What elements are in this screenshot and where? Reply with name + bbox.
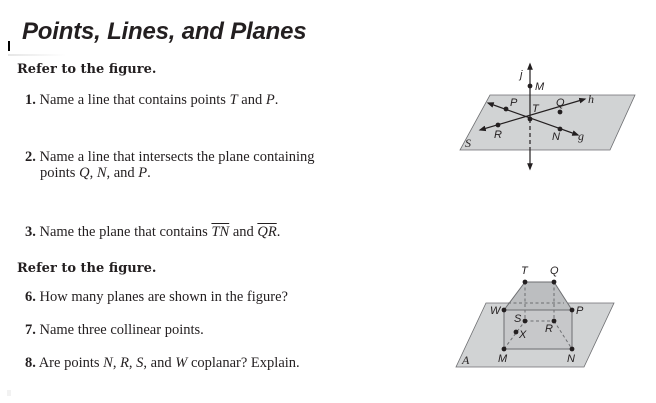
label-T: T xyxy=(521,265,528,277)
question-text: Name a line that intersects the plane containing xyxy=(39,149,315,165)
question-number: 1. xyxy=(25,92,36,108)
question-text: How many planes are shown in the figure? xyxy=(39,289,288,305)
question-1 xyxy=(25,92,278,108)
punctuation: , xyxy=(128,355,137,371)
variable: W xyxy=(175,355,188,371)
variable: P xyxy=(138,165,148,181)
variable: T xyxy=(229,92,238,108)
label-S: S xyxy=(514,313,522,325)
label-T: T xyxy=(532,103,539,115)
label-W: W xyxy=(490,305,501,317)
punctuation: . xyxy=(274,92,279,108)
question-text: , and xyxy=(106,165,139,181)
question-text: and xyxy=(237,92,266,108)
label-Q: Q xyxy=(550,265,559,277)
question-text: , and xyxy=(143,355,176,371)
question-6 xyxy=(25,289,288,305)
question-text-line2 xyxy=(25,165,315,181)
punctuation: . xyxy=(276,224,281,240)
label-N: N xyxy=(552,131,560,143)
label-R: R xyxy=(545,323,553,335)
page-title: Points, Lines, and Planes xyxy=(22,18,307,45)
question-text: Name a line that contains points xyxy=(39,92,230,108)
variable: S xyxy=(136,355,144,371)
label-h: h xyxy=(588,92,594,106)
scan-artifact xyxy=(7,390,11,396)
section-2-heading: Refer to the figure. xyxy=(17,261,157,276)
question-8 xyxy=(25,355,300,371)
label-R: R xyxy=(494,129,502,141)
question-text: and xyxy=(229,224,258,240)
label-M: M xyxy=(498,353,508,365)
question-text: coplanar? Explain. xyxy=(187,355,300,371)
variable: Q xyxy=(79,165,90,181)
question-number: 3. xyxy=(25,224,36,240)
line-notation-TN: $\overline{TN}$ xyxy=(211,224,230,240)
question-2 xyxy=(25,149,315,181)
question-number: 7. xyxy=(25,322,36,338)
question-number: 8. xyxy=(25,355,36,371)
variable: N xyxy=(96,165,107,181)
plane-S xyxy=(460,95,635,150)
question-number: 2. xyxy=(25,149,36,165)
question-text: Name the plane that contains xyxy=(39,224,212,240)
text-cursor xyxy=(8,41,10,51)
figure-plane-S xyxy=(450,60,640,175)
variable: P xyxy=(265,92,275,108)
label-P: P xyxy=(576,305,584,317)
question-text: Name three collinear points. xyxy=(39,322,204,338)
label-M: M xyxy=(535,81,545,93)
label-N: N xyxy=(567,353,575,365)
label-S: S xyxy=(465,136,471,150)
question-text: Are points xyxy=(38,355,104,371)
section-1-heading: Refer to the figure. xyxy=(17,62,157,77)
question-text: points xyxy=(40,165,80,181)
question-number: 6. xyxy=(25,289,36,305)
variable: N xyxy=(103,355,113,371)
figure-plane-A xyxy=(450,262,640,372)
label-Q: Q xyxy=(556,97,565,109)
label-X: X xyxy=(519,329,527,341)
punctuation: . xyxy=(147,165,151,181)
punctuation: , xyxy=(112,355,121,371)
variable: R xyxy=(120,355,129,371)
question-3 xyxy=(25,224,280,240)
question-7 xyxy=(25,322,204,338)
label-j: j xyxy=(520,69,523,81)
label-A: A xyxy=(462,353,470,367)
punctuation: , xyxy=(89,165,97,181)
label-P: P xyxy=(510,97,518,109)
line-notation-QR: $\overline{QR}$ xyxy=(257,224,277,240)
label-g: g xyxy=(578,129,584,143)
title-divider xyxy=(8,54,66,56)
